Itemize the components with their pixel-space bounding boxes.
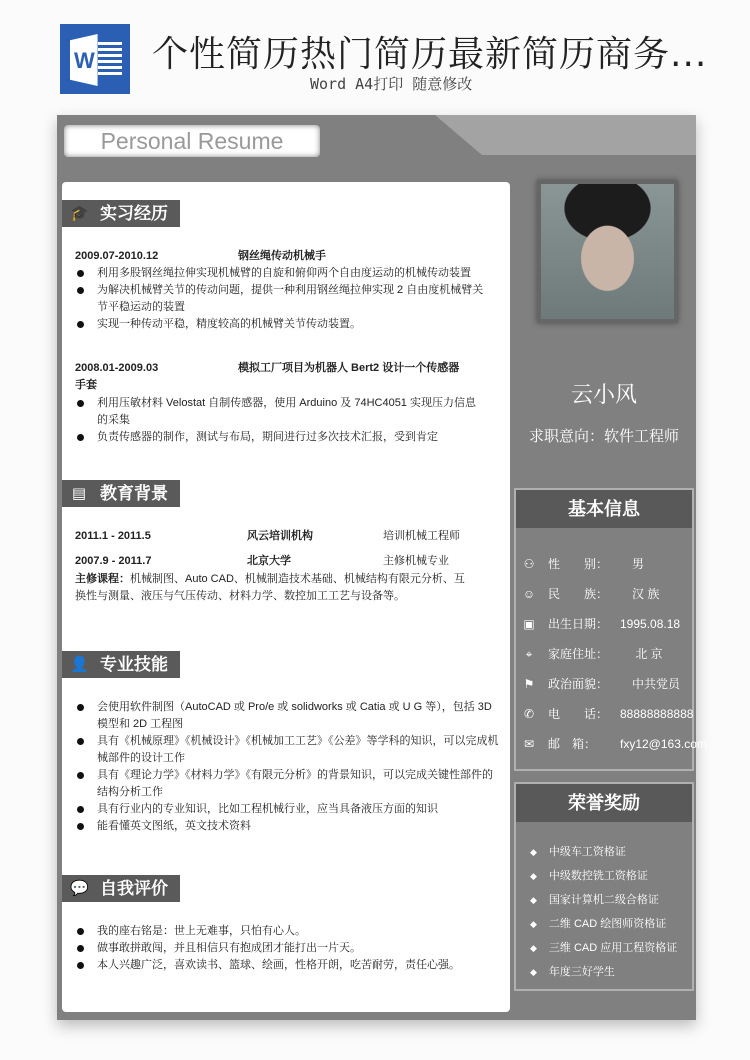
banner-title: Personal Resume bbox=[64, 125, 320, 157]
honor-item: ◆ 三维 CAD 应用工程资格证 bbox=[530, 940, 677, 956]
user-icon: 👤 bbox=[70, 656, 89, 673]
info-value: 88888888888 bbox=[620, 707, 694, 721]
calendar-icon: ▣ bbox=[523, 617, 535, 631]
info-value: fxy12@163.com bbox=[620, 737, 707, 751]
list-item: 我的座右铭是：世上无难事，只怕有心人。 bbox=[75, 923, 500, 940]
entry-date: 2008.01-2009.03 bbox=[75, 362, 159, 374]
ethnicity-icon: ☺ bbox=[522, 587, 536, 601]
list-item: 本人兴趣广泛，喜欢读书、篮球、绘画，性格开朗，吃苦耐劳，责任心强。 bbox=[75, 957, 500, 974]
info-value: 男 bbox=[620, 557, 645, 571]
entry-title: 模拟工厂项目为机器人 Bert2 设计一个传感器 bbox=[238, 362, 460, 374]
bullet-list bbox=[75, 395, 485, 446]
graduation-cap-icon: 🎓 bbox=[70, 205, 89, 222]
info-value: 1995.08.18 bbox=[620, 617, 681, 631]
edu-date: 2007.9 - 2011.7 bbox=[75, 555, 152, 567]
entry-title: 钢丝绳传动机械手 bbox=[238, 250, 326, 262]
phone-icon: ✆ bbox=[523, 707, 535, 721]
edu-school: 风云培训机构 bbox=[247, 530, 313, 542]
profile-photo bbox=[537, 180, 678, 323]
edu-school: 北京大学 bbox=[247, 555, 291, 567]
section-header-self: 💬 自我评价 bbox=[62, 875, 180, 902]
info-label: 电 话： bbox=[548, 707, 609, 721]
edu-role: 培训机械工程师 bbox=[383, 530, 460, 542]
info-label: 民 族： bbox=[548, 587, 609, 601]
list-item: 利用压敏材料 Velostat 自制传感器，使用 Arduino 及 74HC4051 实现压力信息的采集 bbox=[75, 395, 485, 429]
list-item: 具有《机械原理》《机械设计》《机械加工工艺》《公差》等学科的知识，可以完成机械部件的设计工作 bbox=[75, 733, 500, 767]
document-subtitle: Word A4打印 随意修改 bbox=[310, 75, 473, 93]
info-value: 北 京 bbox=[620, 647, 663, 661]
location-icon: ⌖ bbox=[525, 647, 533, 661]
self-list bbox=[75, 923, 500, 974]
bullet-list bbox=[75, 265, 485, 333]
list-item: 会使用软件制图（AutoCAD 或 Pro/e 或 solidworks 或 Catia 或 U G 等），包括 3D 模型和 2D 工程图 bbox=[75, 699, 500, 733]
entry-title-cont: 手套 bbox=[75, 379, 97, 391]
honors-title: 荣誉奖励 bbox=[516, 784, 692, 822]
entry-date: 2009.07-2010.12 bbox=[75, 250, 159, 262]
courses: 主修课程：机械制图、Auto CAD、机械制造技术基础、机械结构有限元分析、互换性与测量、液压与气压传动、材料力学、数控加工工艺与设备等。 bbox=[75, 573, 465, 602]
honor-item: ◆ 国家计算机二级合格证 bbox=[530, 892, 659, 908]
info-label: 家庭住址： bbox=[548, 647, 609, 661]
section-header-skills: 👤 专业技能 bbox=[62, 651, 180, 678]
info-value: 中共党员 bbox=[620, 677, 681, 691]
section-header-education: ▤ 教育背景 bbox=[62, 480, 180, 507]
honor-item: ◆ 中级车工资格证 bbox=[530, 844, 626, 860]
info-label: 出生日期： bbox=[548, 617, 609, 631]
list-item: 做事敢拼敢闯，并且相信只有抱成团才能打出一片天。 bbox=[75, 940, 500, 957]
honor-item: ◆ 中级数控铣工资格证 bbox=[530, 868, 648, 884]
list-item: 具有《理论力学》《材料力学》《有限元分析》的背景知识，可以完成关键性部件的结构分析工作 bbox=[75, 767, 500, 801]
skills-list bbox=[75, 699, 500, 835]
info-row bbox=[522, 644, 663, 664]
info-row bbox=[522, 614, 680, 634]
section-header-internship: 🎓 实习经历 bbox=[62, 200, 180, 227]
honors-box bbox=[514, 782, 694, 991]
book-icon: ▤ bbox=[71, 485, 87, 502]
info-row bbox=[522, 674, 680, 694]
info-value: 汉 族 bbox=[620, 587, 660, 601]
honor-item: ◆ 年度三好学生 bbox=[530, 964, 615, 980]
list-item: 为解决机械臂关节的传动问题，提供一种利用钢丝绳拉伸实现 2 自由度机械臂关节平稳运动的装置 bbox=[75, 282, 485, 316]
party-icon: ⚑ bbox=[523, 677, 535, 691]
basic-info-title: 基本信息 bbox=[516, 490, 692, 528]
job-intent: 求职意向：软件工程师 bbox=[528, 428, 679, 445]
info-row bbox=[522, 734, 707, 754]
info-label: 政治面貌： bbox=[548, 677, 609, 691]
candidate-name: 云小风 bbox=[570, 382, 637, 407]
list-item: 利用多股钢丝绳拉伸实现机械臂的自旋和俯仰两个自由度运动的机械传动装置 bbox=[75, 265, 485, 282]
edu-role: 主修机械专业 bbox=[383, 555, 449, 567]
list-item: 能看懂英文图纸，英文技术资料 bbox=[75, 818, 500, 835]
info-row bbox=[522, 554, 644, 574]
list-item: 具有行业内的专业知识，比如工程机械行业，应当具备液压方面的知识 bbox=[75, 801, 500, 818]
honor-item: ◆ 二维 CAD 绘图师资格证 bbox=[530, 916, 666, 932]
info-row bbox=[522, 584, 659, 604]
list-item: 实现一种传动平稳，精度较高的机械臂关节传动装置。 bbox=[75, 316, 485, 333]
info-label: 邮 箱： bbox=[548, 737, 597, 751]
edu-date: 2011.1 - 2011.5 bbox=[75, 530, 151, 542]
chat-bubble-icon: 💬 bbox=[70, 880, 89, 897]
info-row bbox=[522, 704, 693, 724]
document-title: 个性简历热门简历最新简历商务... bbox=[152, 34, 708, 75]
gender-icon: ⚇ bbox=[523, 557, 535, 571]
word-icon: W bbox=[60, 24, 130, 94]
mail-icon: ✉ bbox=[523, 737, 535, 751]
info-label: 性 别： bbox=[548, 557, 609, 571]
list-item: 负责传感器的制作，测试与布局，期间进行过多次技术汇报，受到肯定 bbox=[75, 429, 485, 446]
